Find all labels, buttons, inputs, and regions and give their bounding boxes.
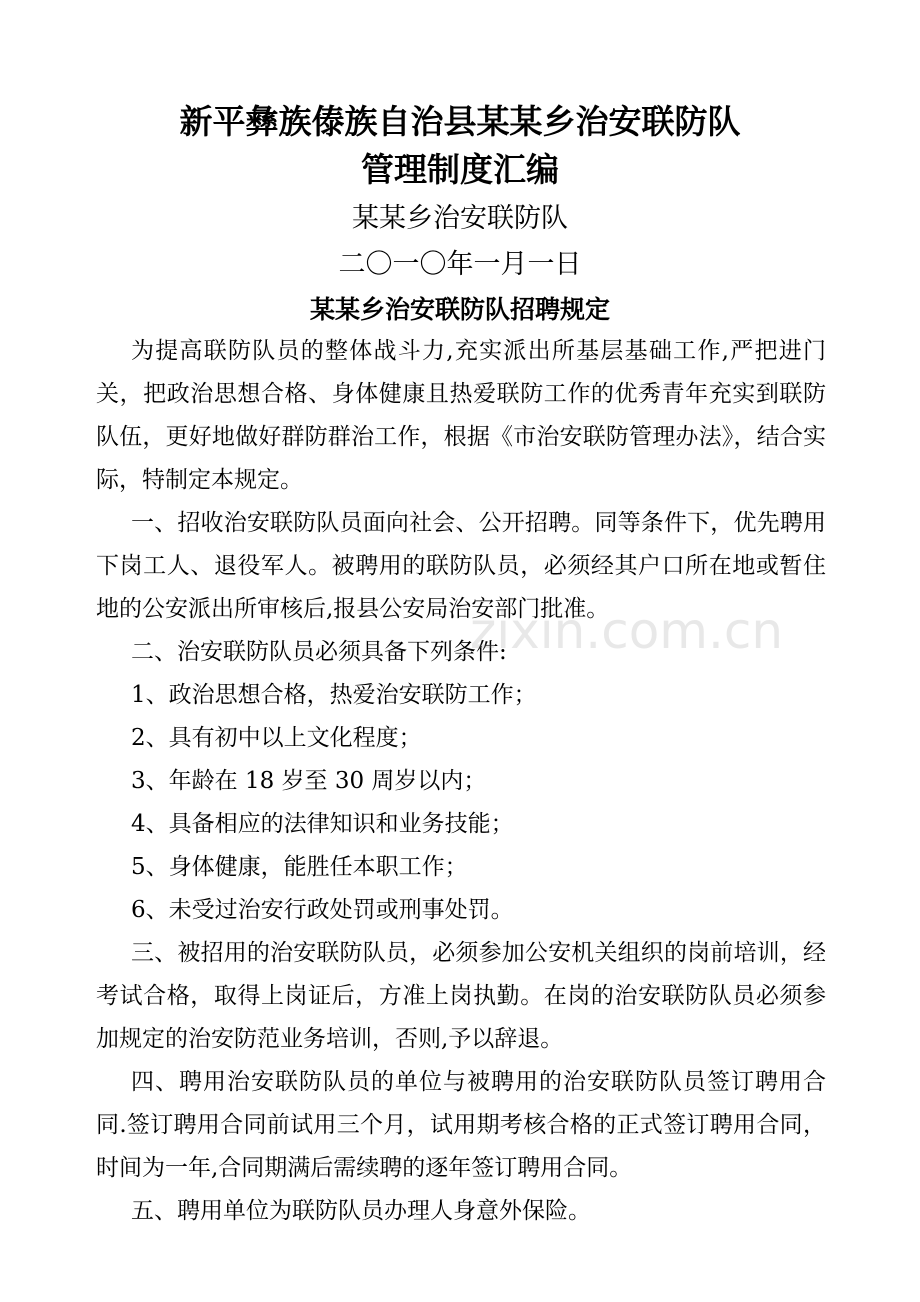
watermark: zixin.com.cn: [470, 602, 784, 660]
paragraph-2: 二、治安联防队员必须具备下列条件:: [131, 639, 507, 665]
issuer-name: 某某乡治安联防队: [352, 203, 568, 234]
paragraph-3: 三、被招用的治安联防队员，必须参加公安机关组织的岗前培训，经考试合格，取得上岗证后，方准上岗执勤。在岗的治安联防队员必须参加规定的治安防范业务培训，否则,予以辞退。: [96, 940, 826, 1052]
section-title: 某某乡治安联防队招聘规定: [309, 295, 610, 324]
document-title-line-2: 管理制度汇编: [361, 150, 559, 189]
paragraph-4: 四、聘用治安联防队员的单位与被聘用的治安联防队员签订聘用合同.签订聘用合同前试用三个月，试用期考核合格的正式签订聘用合同，时间为一年,合同期满后需续聘的逐年签订聘用合同。: [96, 1069, 826, 1181]
condition-item: 5、身体健康，能胜任本职工作；: [131, 854, 468, 880]
condition-item: 4、具备相应的法律知识和业务技能；: [131, 811, 514, 837]
paragraph-1: 一、招收治安联防队员面向社会、公开招聘。同等条件下，优先聘用下岗工人、退役军人。被聘用的联防队员，必须经其户口所在地或暂住地的公安派出所审核后,报县公安局治安部门批准。: [96, 510, 826, 622]
issue-date: 二〇一〇年一月一日: [338, 249, 582, 280]
document-body: [96, 330, 826, 1233]
condition-item: 6、未受过治安行政处罚或刑事处罚。: [131, 897, 514, 923]
paragraph-intro: 为提高联防队员的整体战斗力,充实派出所基层基础工作,严把进门关，把政治思想合格、身体健康且热爱联防工作的优秀青年充实到联防队伍，更好地做好群防群治工作，根据《市治安联防管理办法》，结合实际，特制定本规定。: [96, 338, 826, 493]
condition-item: 1、政治思想合格，热爱治安联防工作；: [131, 682, 537, 708]
paragraph-5: 五、聘用单位为联防队员办理人身意外保险。: [131, 1198, 591, 1224]
condition-item: 3、年龄在 18 岁至 30 周岁以内；: [131, 768, 487, 794]
condition-item: 2、具有初中以上文化程度；: [131, 725, 422, 751]
document-title-line-1: 新平彝族傣族自治县某某乡治安联防队: [179, 102, 741, 141]
